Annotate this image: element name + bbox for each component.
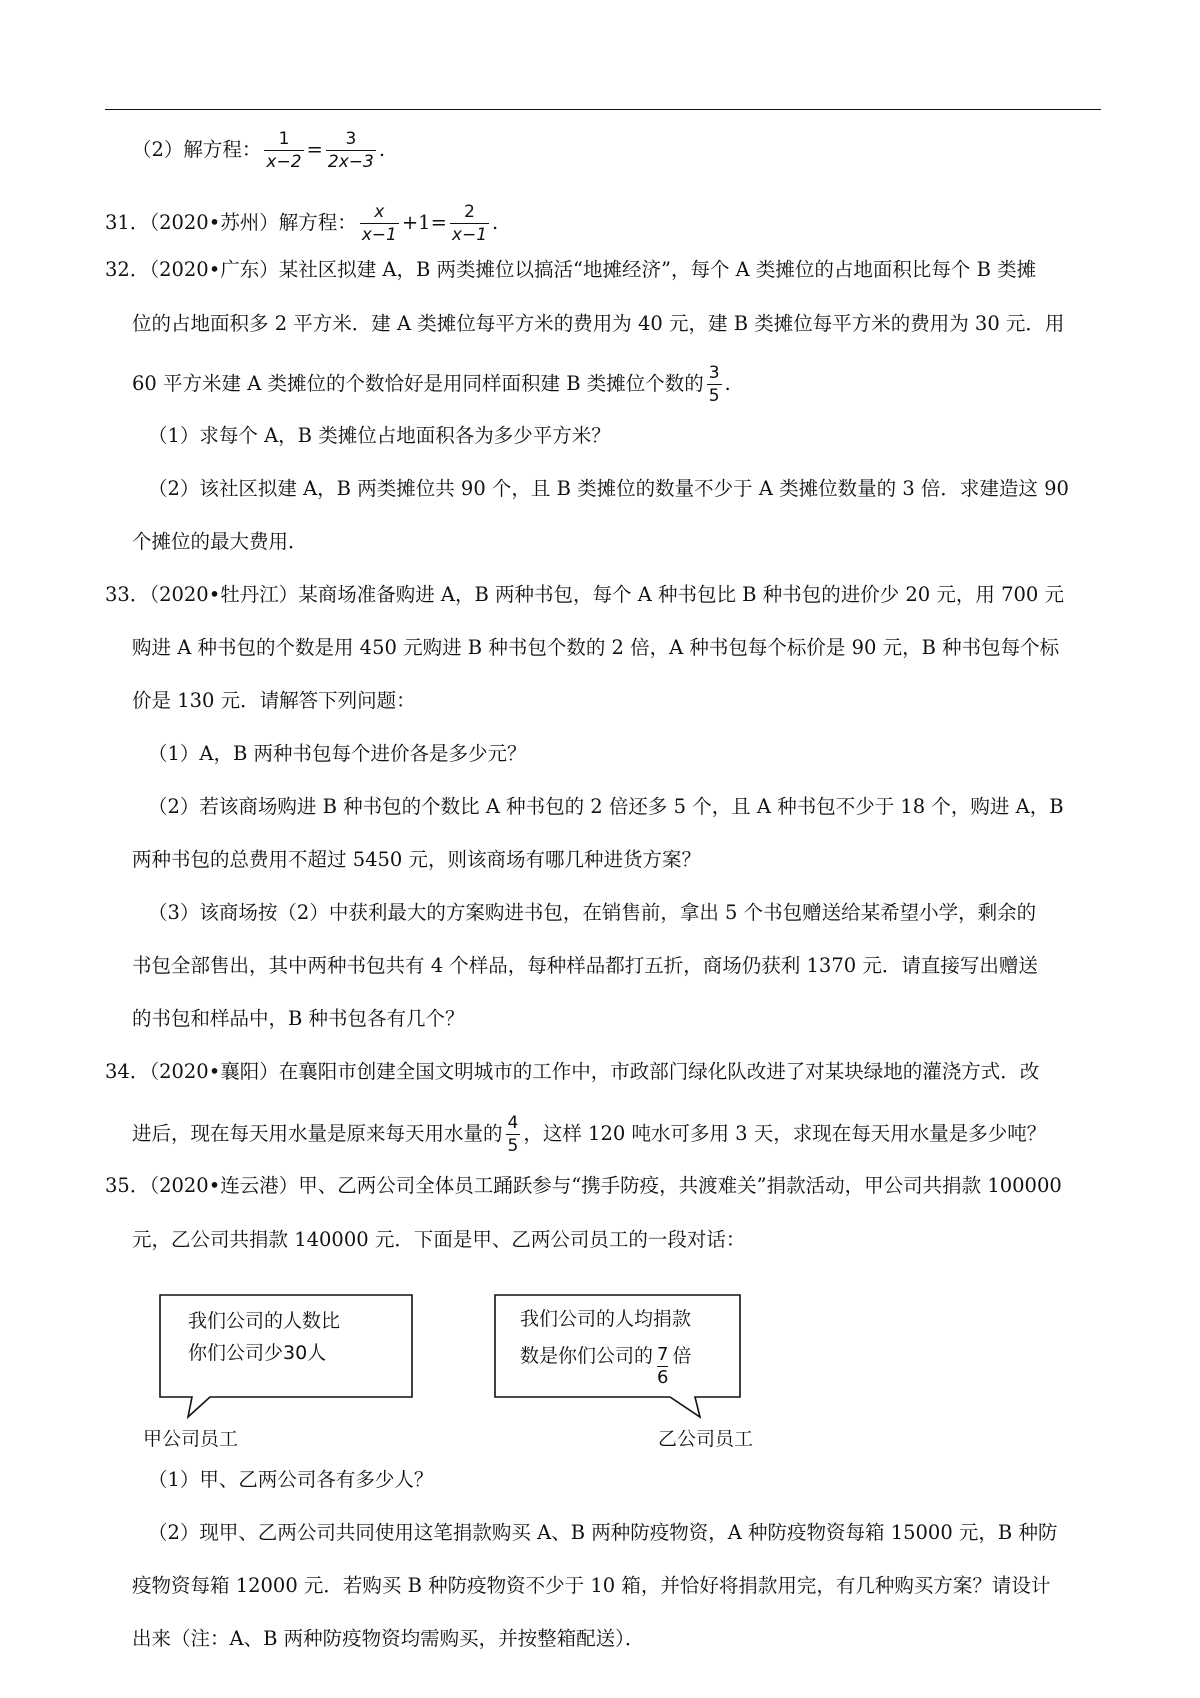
q33-part1: （1）A，B 两种书包每个进价各是多少元？ — [148, 742, 527, 765]
q31-fraction-1: $\frac{x}{x-1}$ — [361, 202, 397, 245]
q31: 31．（2020•苏州）解方程： $\frac{x}{x-1}$ +1= $\frac{2}{x-1}$ . — [105, 202, 499, 245]
q32-part2-line2: 个摊位的最大费用． — [132, 530, 308, 553]
q33-line3: 价是 130 元．请解答下列问题： — [132, 689, 416, 712]
q34-line2: 进后，现在每天用水量是原来每天用水量的 $\frac{4}{5}$ ，这样 120 吨水可多用 3 天，求现在每天用水量是多少吨？ — [132, 1113, 1047, 1156]
left-bubble-line2: 你们公司少30人 — [188, 1342, 327, 1364]
q35-part2-line2: 疫物资每箱 12000 元．若购买 B 种防疫物资不少于 10 箱，并恰好将捐款用完，有几种购买方案？请设计 — [132, 1574, 1051, 1597]
q30-part2: （2）解方程： $\frac{1}{x-2}$ = $\frac{3}{2x-3}$ . — [132, 129, 386, 172]
q33-part3-line2: 书包全部售出，其中两种书包共有 4 个样品，每种样品都打五折，商场仍获利 1370 元．请直接写出赠送 — [132, 954, 1038, 977]
q32-part2-line1: （2）该社区拟建 A，B 两类摊位共 90 个，且 B 类摊位的数量不少于 A 类摊位数量的 3 倍．求建造这 90 — [148, 477, 1069, 500]
q33-part2-line1: （2）若该商场购进 B 种书包的个数比 A 种书包的 2 倍还多 5 个，且 A 种书包不少于 18 个，购进 A，B — [148, 795, 1064, 818]
q32-line1: 32．（2020•广东）某社区拟建 A，B 两类摊位以搞活“地摊经济”，每个 A 类摊位的占地面积比每个 B 类摊 — [105, 258, 1037, 281]
equals-sign: = — [306, 138, 323, 161]
q35-part2-line3: 出来（注：A、B 两种防疫物资均需购买，并按整箱配送）． — [132, 1627, 645, 1650]
q32-line3: 60 平方米建 A 类摊位的个数恰好是用同样面积建 B 类摊位个数的 $\frac{3}{5}$ . — [132, 363, 731, 406]
header-rule — [105, 109, 1101, 110]
q32-fraction: $\frac{3}{5}$ — [708, 363, 720, 406]
q34-fraction: $\frac{4}{5}$ — [507, 1113, 519, 1156]
q35-part1: （1）甲、乙两公司各有多少人？ — [148, 1468, 434, 1491]
right-bubble-fraction: $\frac{7}{6}$ — [657, 1344, 669, 1388]
speaker-right: 乙公司员工 — [658, 1428, 754, 1450]
q31-fraction-2: $\frac{2}{x-1}$ — [451, 202, 488, 245]
q30-fraction-2: $\frac{3}{2x-3}$ — [327, 129, 374, 172]
q32-part1: （1）求每个 A，B 类摊位占地面积各为多少平方米？ — [148, 424, 611, 447]
q35-line2: 元，乙公司共捐款 140000 元．下面是甲、乙两公司员工的一段对话： — [132, 1228, 746, 1251]
right-bubble-line1: 我们公司的人均捐款 — [520, 1308, 692, 1330]
q33-line1: 33．（2020•牡丹江）某商场准备购进 A，B 两种书包，每个 A 种书包比 B 种书包的进价少 20 元，用 700 元 — [105, 583, 1065, 606]
right-bubble-line2: 数是你们公司的 $\frac{7}{6}$ 倍 — [520, 1344, 692, 1388]
q30-fraction-1: $\frac{1}{x-2}$ — [266, 129, 302, 172]
q34-line1: 34．（2020•襄阳）在襄阳市创建全国文明城市的工作中，市政部门绿化队改进了对某块绿地的灌浇方式．改 — [105, 1060, 1040, 1083]
left-bubble-line1: 我们公司的人数比 — [188, 1310, 341, 1332]
q32-line2: 位的占地面积多 2 平方米．建 A 类摊位每平方米的费用为 40 元，建 B 类摊位每平方米的费用为 30 元．用 — [132, 312, 1065, 335]
q33-part2-line2: 两种书包的总费用不超过 5450 元，则该商场有哪几种进货方案？ — [132, 848, 702, 871]
q35-part2-line1: （2）现甲、乙两公司共同使用这笔捐款购买 A、B 两种防疫物资，A 种防疫物资每箱 15000 元，B 种防 — [148, 1521, 1058, 1544]
speaker-left: 甲公司员工 — [143, 1428, 239, 1450]
q30-part2-prefix: （2）解方程： — [132, 138, 262, 161]
q33-part3-line1: （3）该商场按（2）中获利最大的方案购进书包，在销售前，拿出 5 个书包赠送给某希望小学，剩余的 — [148, 901, 1037, 924]
q33-line2: 购进 A 种书包的个数是用 450 元购进 B 种书包个数的 2 倍，A 种书包每个标价是 90 元，B 种书包每个标 — [132, 636, 1060, 659]
q35-line1: 35．（2020•连云港）甲、乙两公司全体员工踊跃参与“携手防疫，共渡难关”捐款活动，甲公司共捐款 100000 — [105, 1174, 1062, 1197]
q31-prefix: 31．（2020•苏州）解方程： — [105, 211, 357, 234]
q33-part3-line3: 的书包和样品中，B 种书包各有几个？ — [132, 1007, 465, 1030]
